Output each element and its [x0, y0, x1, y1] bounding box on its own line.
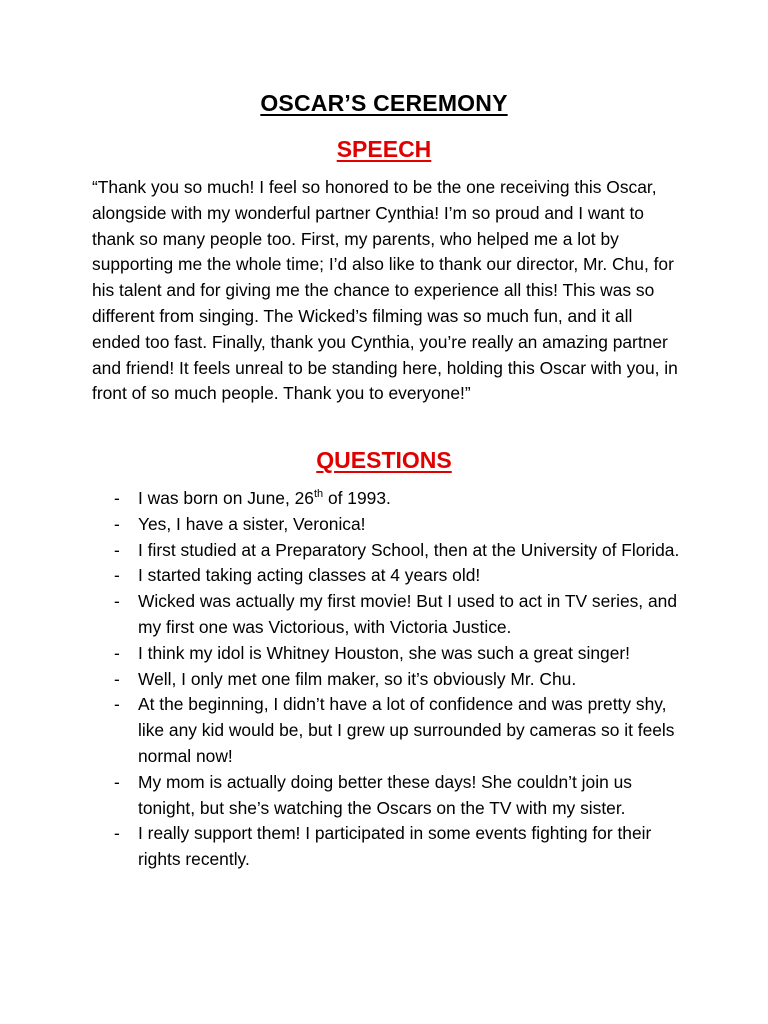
list-item-text: I think my idol is Whitney Houston, she was such a great singer! — [138, 642, 630, 663]
ordinal-suffix: th — [313, 488, 324, 501]
list-item — [92, 821, 682, 873]
speech-paragraph: “Thank you so much! I feel so honored to be the one receiving this Oscar, alongside with my wonderful partner Cynthia! I’m so proud and I want to thank so many people too. First, my parents, who helped me a lot by supporting me the whole time; I’d also like to thank our director, Mr. Chu, for his talent and for giving me the chance to experience all this! This was so different from singing. The Wicked’s filming was so much fun, and it all ended too fast. Finally, thank you Cynthia, you’re really an amazing partner and friend! It feels unreal to be standing here, holding this Oscar with you, in front of so much people. Thank you to everyone!” — [92, 177, 678, 404]
list-item-text: My mom is actually doing better these days! She couldn’t join us tonight, but she’s watching the Oscars on the TV with my sister. — [138, 771, 632, 818]
list-item-text: Yes, I have a sister, Veronica! — [138, 513, 366, 534]
list-item-text: I really support them! I participated in some events fighting for their rights recently. — [138, 823, 652, 870]
list-item-text: At the beginning, I didn’t have a lot of confidence and was pretty shy, like any kid would be, but I grew up surrounded by cameras so it feels normal now! — [138, 694, 675, 766]
bullet-dash: - — [114, 694, 120, 715]
questions-list — [92, 486, 682, 873]
bullet-dash: - — [114, 539, 120, 560]
list-item-text-end: of 1993. — [323, 488, 391, 508]
list-item-text: Well, I only met one film maker, so it’s obviously Mr. Chu. — [138, 668, 577, 689]
list-item — [92, 641, 682, 667]
list-item — [92, 692, 682, 769]
list-item-text: Wicked was actually my first movie! But I used to act in TV series, and my first one was Victorious, with Victoria Justice. — [138, 591, 677, 637]
list-item — [92, 667, 682, 693]
bullet-dash: - — [114, 513, 120, 534]
list-item — [92, 563, 682, 589]
list-item — [92, 589, 682, 641]
list-item-text: I started taking acting classes at 4 years old! — [138, 565, 481, 586]
bullet-dash: - — [114, 642, 120, 663]
questions-heading: QUESTIONS — [316, 447, 452, 473]
list-item — [92, 538, 682, 564]
list-item — [92, 512, 682, 538]
bullet-dash: - — [114, 823, 120, 844]
bullet-dash: - — [114, 771, 120, 792]
list-item — [92, 770, 682, 822]
bullet-dash: - — [114, 591, 120, 612]
page-title: OSCAR’S CEREMONY — [260, 90, 508, 116]
list-item-text-start: I was born on June, 26 — [138, 488, 314, 508]
list-item — [92, 486, 682, 512]
speech-heading: SPEECH — [336, 136, 432, 162]
bullet-dash: - — [114, 668, 120, 689]
bullet-dash: - — [114, 488, 120, 508]
bullet-dash: - — [114, 565, 120, 586]
list-item-text: I first studied at a Preparatory School, then at the University of Florida. — [138, 539, 680, 560]
